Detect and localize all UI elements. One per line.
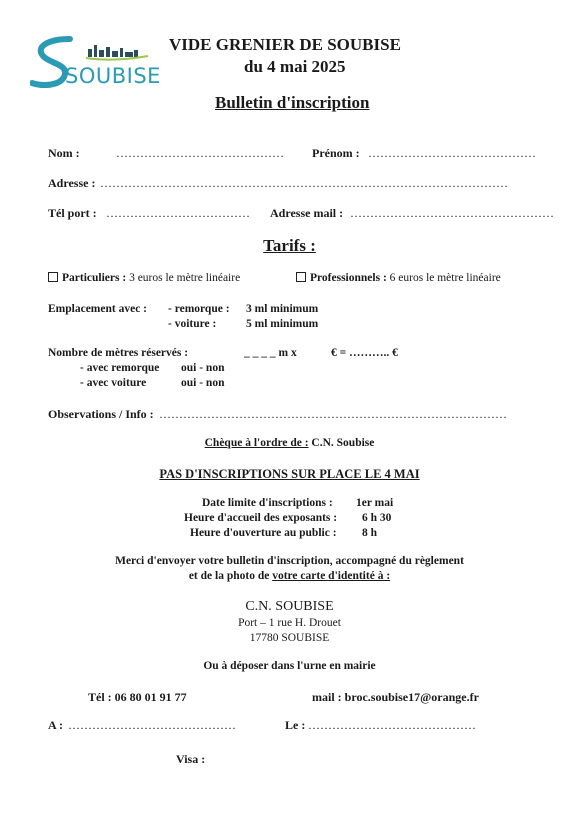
adresse-field[interactable]: ………………………………………………………………………………………… — [100, 176, 508, 190]
form-subtitle: Bulletin d'inscription — [215, 93, 370, 112]
particuliers-price: 3 euros le mètre linéaire — [129, 272, 241, 284]
particuliers-label: Particuliers : — [62, 272, 127, 284]
cheque-label: Chèque à l'ordre de : — [204, 437, 309, 449]
professionnels-checkbox[interactable] — [296, 272, 306, 282]
avec-voiture-label: - avec voiture — [80, 377, 147, 389]
prenom-label: Prénom : — [312, 146, 360, 160]
address-street: Port – 1 rue H. Drouet — [238, 617, 341, 629]
accueil-value: 6 h 30 — [362, 512, 392, 524]
signature-a-label: A : — [48, 718, 63, 732]
avec-remorque-choice[interactable]: oui - non — [181, 362, 225, 374]
professionnels-label: Professionnels : — [310, 272, 387, 284]
professionnels-price: 6 euros le mètre linéaire — [389, 272, 501, 284]
metres-label: Nombre de mètres réservés : — [48, 347, 189, 359]
prenom-field[interactable]: …………………………………… — [368, 146, 536, 160]
tel-label: Tél port : — [48, 206, 97, 220]
event-title: VIDE GRENIER DE SOUBISE — [169, 35, 401, 54]
observations-field[interactable]: …………………………………………………………………………… — [159, 407, 507, 421]
adresse-label: Adresse : — [48, 176, 96, 190]
cheque-value: C.N. Soubise — [311, 437, 375, 449]
emplacement-label: Emplacement avec : — [48, 303, 147, 315]
emplacement-voiture-min: 5 ml minimum — [246, 318, 319, 330]
logo-text: SOUBISE — [65, 64, 161, 88]
no-onsite-notice: PAS D'INSCRIPTIONS SUR PLACE LE 4 MAI — [159, 467, 420, 481]
contact-mail[interactable]: mail : broc.soubise17@orange.fr — [312, 690, 479, 704]
signature-a-field[interactable]: …………………………………… — [68, 718, 236, 732]
nom-label: Nom : — [48, 146, 80, 160]
send-line-2-id: votre carte d'identité à : — [272, 570, 391, 582]
deposit-note: Ou à déposer dans l'urne en mairie — [203, 660, 376, 672]
date-limite-value: 1er mai — [356, 497, 394, 509]
send-line-1: Merci d'envoyer votre bulletin d'inscription, accompagné du règlement — [115, 555, 464, 567]
logo-skyline — [88, 45, 138, 57]
send-line-2-start: et de la photo de — [188, 570, 270, 582]
ouverture-label: Heure d'ouverture au public : — [190, 527, 337, 539]
ouverture-value: 8 h — [362, 527, 378, 539]
particuliers-checkbox[interactable] — [48, 272, 58, 282]
metres-calc[interactable]: € = ……….. € — [331, 347, 398, 359]
tarifs-title: Tarifs : — [263, 236, 316, 255]
signature-le-label: Le : — [285, 718, 306, 732]
accueil-label: Heure d'accueil des exposants : — [184, 512, 338, 524]
emplacement-voiture: - voiture : — [168, 318, 217, 330]
send-line-2 — [0, 570, 579, 582]
date-limite-label: Date limite d'inscriptions : — [202, 497, 333, 509]
emplacement-remorque-min: 3 ml minimum — [246, 303, 319, 315]
contact-tel: Tél : 06 80 01 91 77 — [88, 690, 187, 704]
avec-voiture-choice[interactable]: oui - non — [181, 377, 225, 389]
mail-field[interactable]: …………………………………………… — [350, 206, 554, 220]
emplacement-remorque: - remorque : — [168, 303, 230, 315]
mail-label: Adresse mail : — [270, 206, 344, 220]
nom-field[interactable]: …………………………………… — [116, 146, 284, 160]
professionnels-option[interactable] — [296, 272, 501, 284]
event-date: du 4 mai 2025 — [244, 57, 346, 76]
address-org: C.N. SOUBISE — [245, 599, 334, 614]
particuliers-option[interactable] — [48, 272, 240, 284]
avec-remorque-label: - avec remorque — [80, 362, 160, 374]
soubise-logo — [30, 33, 170, 93]
tel-field[interactable]: ……………………………… — [106, 206, 250, 220]
signature-le-field[interactable]: …………………………………… — [308, 718, 476, 732]
observations-label: Observations / Info : — [48, 407, 154, 421]
visa-label: Visa : — [176, 752, 206, 766]
cheque-line — [0, 437, 579, 449]
address-city: 17780 SOUBISE — [249, 632, 330, 644]
metres-input[interactable]: _ _ _ _ m x — [244, 347, 297, 359]
